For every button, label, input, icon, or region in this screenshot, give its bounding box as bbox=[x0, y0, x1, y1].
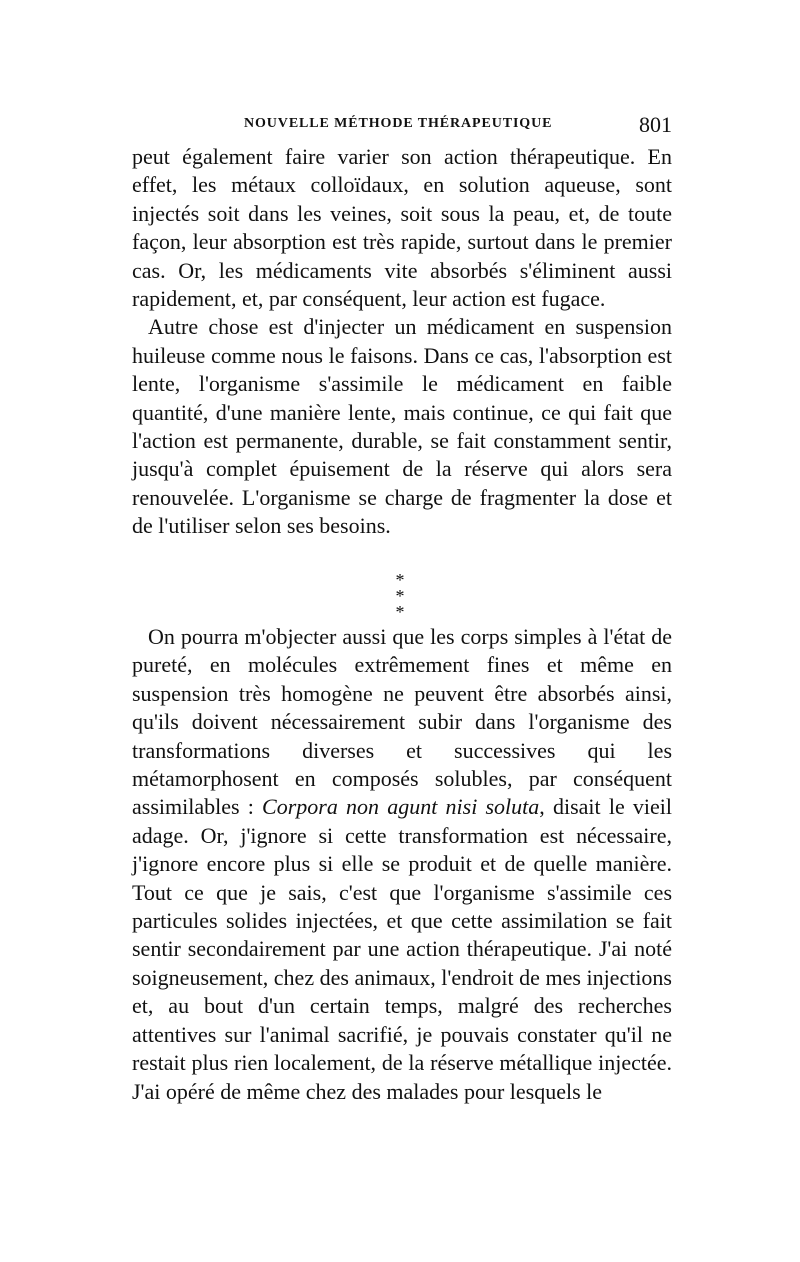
asterism-star: * bbox=[395, 570, 405, 590]
text-block-bottom bbox=[132, 623, 672, 1106]
paragraph bbox=[132, 623, 672, 1106]
paragraph: Autre chose est d'injecter un médicament en suspension huileuse comme nous le faisons. Dans ce cas, l'absorption est lente, l'organisme s'assimile le médicament en faible quantité, d'une manière lente, mais continue, ce qui fait que l'action est permanente, durable, se fait constamment sentir, jusqu'à complet épuisement de la réserve qui alors sera renouvelée. L'organisme se charge de fragmenter la dose et de l'utiliser selon ses besoins. bbox=[132, 314, 672, 539]
running-head bbox=[132, 112, 672, 142]
running-title: NOUVELLE MÉTHODE THÉRAPEUTIQUE bbox=[244, 116, 553, 131]
text-block-top bbox=[132, 143, 672, 541]
asterism-divider bbox=[370, 570, 430, 622]
asterism-stars: * * bbox=[395, 586, 415, 622]
latin-quote: Corpora non agunt nisi soluta bbox=[262, 794, 540, 820]
paragraph-text: On pourra m'objecter aussi que les corps simples à l'état de pureté, en molécules extrêmement fines et même en suspension très homogène ne peuvent être absorbés ainsi, qu'ils doivent nécessairement subir dans l'organisme des transformations diverses et successives qui les métamorphosent en composés solubles, par conséquent assimilables : bbox=[132, 624, 672, 820]
paragraph-text: , disait le vieil adage. Or, j'ignore si cette transformation est nécessaire, j'ignore encore plus si elle se produit et de quelle manière. Tout ce que je sais, c'est que l'organisme s'assimile ces particules solides injectées, et que cette assimilation se fait sentir secondairement par une action thérapeutique. J'ai noté soigneusement, chez des animaux, l'endroit de mes injections et, au bout d'un certain temps, malgré des recherches attentives sur l'animal sacrifié, je pouvais constater qu'il ne restait plus rien localement, de la réserve métallique injectée. J'ai opéré de même chez des malades pour lesquels le bbox=[132, 794, 673, 1104]
page-number: 801 bbox=[639, 112, 672, 137]
paragraph: peut également faire varier son action thérapeutique. En effet, les métaux colloïdaux, en solution aqueuse, sont injectés soit dans les veines, soit sous la peau, et, de toute façon, leur absorption est très rapide, surtout dans le premier cas. Or, les médicaments vite absorbés s'éliminent aussi rapidement, et, par conséquent, leur action est fugace. bbox=[132, 144, 672, 312]
